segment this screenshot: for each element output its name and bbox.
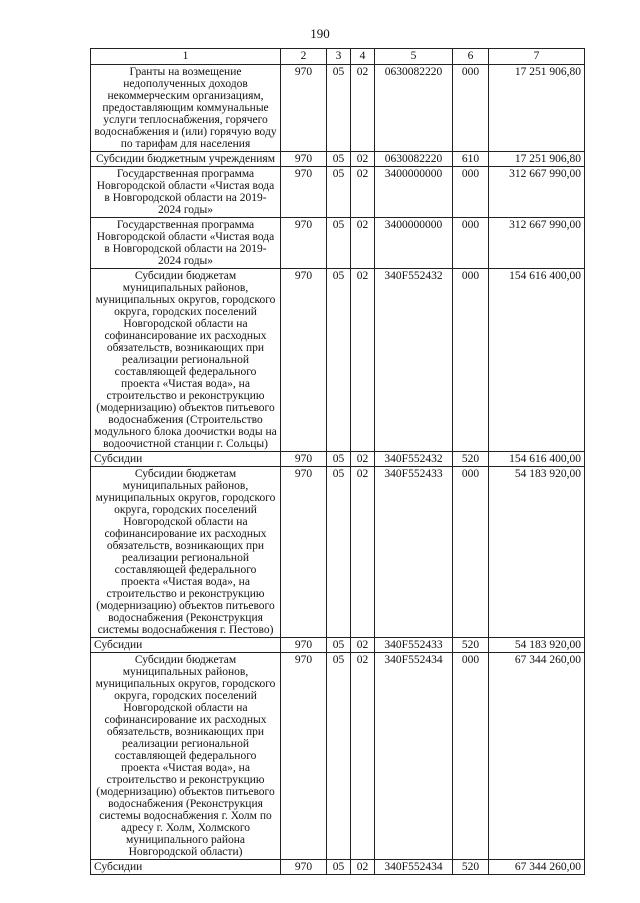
table-row — [91, 467, 585, 638]
table-body — [91, 65, 585, 875]
code-cell: 02 — [351, 167, 375, 218]
header-cell: 2 — [281, 49, 327, 65]
amount-cell: 312 667 990,00 — [489, 167, 585, 218]
code-cell: 02 — [351, 218, 375, 269]
code-cell: 05 — [327, 653, 351, 860]
table-row — [91, 167, 585, 218]
code-cell: 340F552432 — [375, 269, 453, 452]
code-cell: 0630082220 — [375, 65, 453, 152]
code-cell: 970 — [281, 452, 327, 467]
code-cell: 340F552432 — [375, 452, 453, 467]
header-cell: 4 — [351, 49, 375, 65]
code-cell: 02 — [351, 152, 375, 167]
header-cell: 7 — [489, 49, 585, 65]
table-row — [91, 269, 585, 452]
amount-cell: 154 616 400,00 — [489, 269, 585, 452]
header-cell: 1 — [91, 49, 281, 65]
code-cell: 02 — [351, 269, 375, 452]
code-cell: 05 — [327, 65, 351, 152]
code-cell: 970 — [281, 152, 327, 167]
code-cell: 340F552434 — [375, 860, 453, 875]
table-row — [91, 860, 585, 875]
name-cell: Государственная программа Новгородской области «Чистая вода в Новгородской области на 2019-2024 годы» — [91, 167, 281, 218]
code-cell: 02 — [351, 452, 375, 467]
code-cell: 970 — [281, 269, 327, 452]
code-cell: 02 — [351, 638, 375, 653]
code-cell: 000 — [453, 467, 489, 638]
code-cell: 0630082220 — [375, 152, 453, 167]
code-cell: 05 — [327, 452, 351, 467]
amount-cell: 154 616 400,00 — [489, 452, 585, 467]
code-cell: 520 — [453, 638, 489, 653]
code-cell: 05 — [327, 218, 351, 269]
name-cell: Субсидии бюджетам муниципальных районов, муниципальных округов, городского округа, городских поселений Новгородской области на софинансирование их расходных обязательств, возникающих при реализации региональной составляющей федерального проекта «Чистая вода», на строительство и реконструкцию (модернизацию) объектов питьевого водоснабжения (Реконструкция системы водоснабжения г. Пестово) — [91, 467, 281, 638]
code-cell: 000 — [453, 218, 489, 269]
name-cell: Субсидии — [91, 452, 281, 467]
code-cell: 970 — [281, 167, 327, 218]
code-cell: 02 — [351, 65, 375, 152]
code-cell: 970 — [281, 638, 327, 653]
budget-table — [90, 48, 585, 875]
code-cell: 05 — [327, 638, 351, 653]
table-row — [91, 638, 585, 653]
code-cell: 970 — [281, 860, 327, 875]
table-row — [91, 152, 585, 167]
amount-cell: 67 344 260,00 — [489, 860, 585, 875]
code-cell: 970 — [281, 653, 327, 860]
amount-cell: 312 667 990,00 — [489, 218, 585, 269]
name-cell: Государственная программа Новгородской области «Чистая вода в Новгородской области на 2019-2024 годы» — [91, 218, 281, 269]
name-cell: Субсидии бюджетам муниципальных районов, муниципальных округов, городского округа, городских поселений Новгородской области на софинансирование их расходных обязательств, возникающих при реализации региональной составляющей федерального проекта «Чистая вода», на строительство и реконструкцию (модернизацию) объектов питьевого водоснабжения (Реконструкция системы водоснабжения г. Холм по адресу г. Холм, Холмского муниципального района Новгородской области) — [91, 653, 281, 860]
code-cell: 970 — [281, 467, 327, 638]
amount-cell: 54 183 920,00 — [489, 467, 585, 638]
table-row — [91, 65, 585, 152]
code-cell: 000 — [453, 269, 489, 452]
code-cell: 520 — [453, 452, 489, 467]
table-row — [91, 218, 585, 269]
code-cell: 000 — [453, 167, 489, 218]
code-cell: 3400000000 — [375, 218, 453, 269]
code-cell: 02 — [351, 467, 375, 638]
code-cell: 340F552433 — [375, 638, 453, 653]
name-cell: Гранты на возмещение недополученных доходов некоммерческим организациям, предоставляющим коммунальные услуги теплоснабжения, горячего водоснабжения и (или) горячую воду по тарифам для населения — [91, 65, 281, 152]
code-cell: 02 — [351, 860, 375, 875]
code-cell: 000 — [453, 65, 489, 152]
page-number: 190 — [310, 26, 330, 41]
header-cell: 5 — [375, 49, 453, 65]
code-cell: 340F552433 — [375, 467, 453, 638]
code-cell: 02 — [351, 653, 375, 860]
name-cell: Субсидии бюджетным учреждениям — [91, 152, 281, 167]
code-cell: 970 — [281, 65, 327, 152]
table-header-row — [91, 49, 585, 65]
name-cell: Субсидии — [91, 860, 281, 875]
code-cell: 520 — [453, 860, 489, 875]
code-cell: 05 — [327, 167, 351, 218]
amount-cell: 17 251 906,80 — [489, 152, 585, 167]
table-row — [91, 452, 585, 467]
code-cell: 340F552434 — [375, 653, 453, 860]
table-row — [91, 653, 585, 860]
code-cell: 05 — [327, 269, 351, 452]
code-cell: 000 — [453, 653, 489, 860]
header-cell: 3 — [327, 49, 351, 65]
name-cell: Субсидии бюджетам муниципальных районов, муниципальных округов, городского округа, городских поселений Новгородской области на софинансирование их расходных обязательств, возникающих при реализации региональной составляющей федерального проекта «Чистая вода», на строительство и реконструкцию (модернизацию) объектов питьевого водоснабжения (Строительство модульного блока доочистки воды на водоочистной станции г. Сольцы) — [91, 269, 281, 452]
code-cell: 970 — [281, 218, 327, 269]
code-cell: 05 — [327, 860, 351, 875]
amount-cell: 17 251 906,80 — [489, 65, 585, 152]
code-cell: 05 — [327, 152, 351, 167]
header-cell: 6 — [453, 49, 489, 65]
code-cell: 05 — [327, 467, 351, 638]
amount-cell: 54 183 920,00 — [489, 638, 585, 653]
name-cell: Субсидии — [91, 638, 281, 653]
code-cell: 3400000000 — [375, 167, 453, 218]
amount-cell: 67 344 260,00 — [489, 653, 585, 860]
code-cell: 610 — [453, 152, 489, 167]
